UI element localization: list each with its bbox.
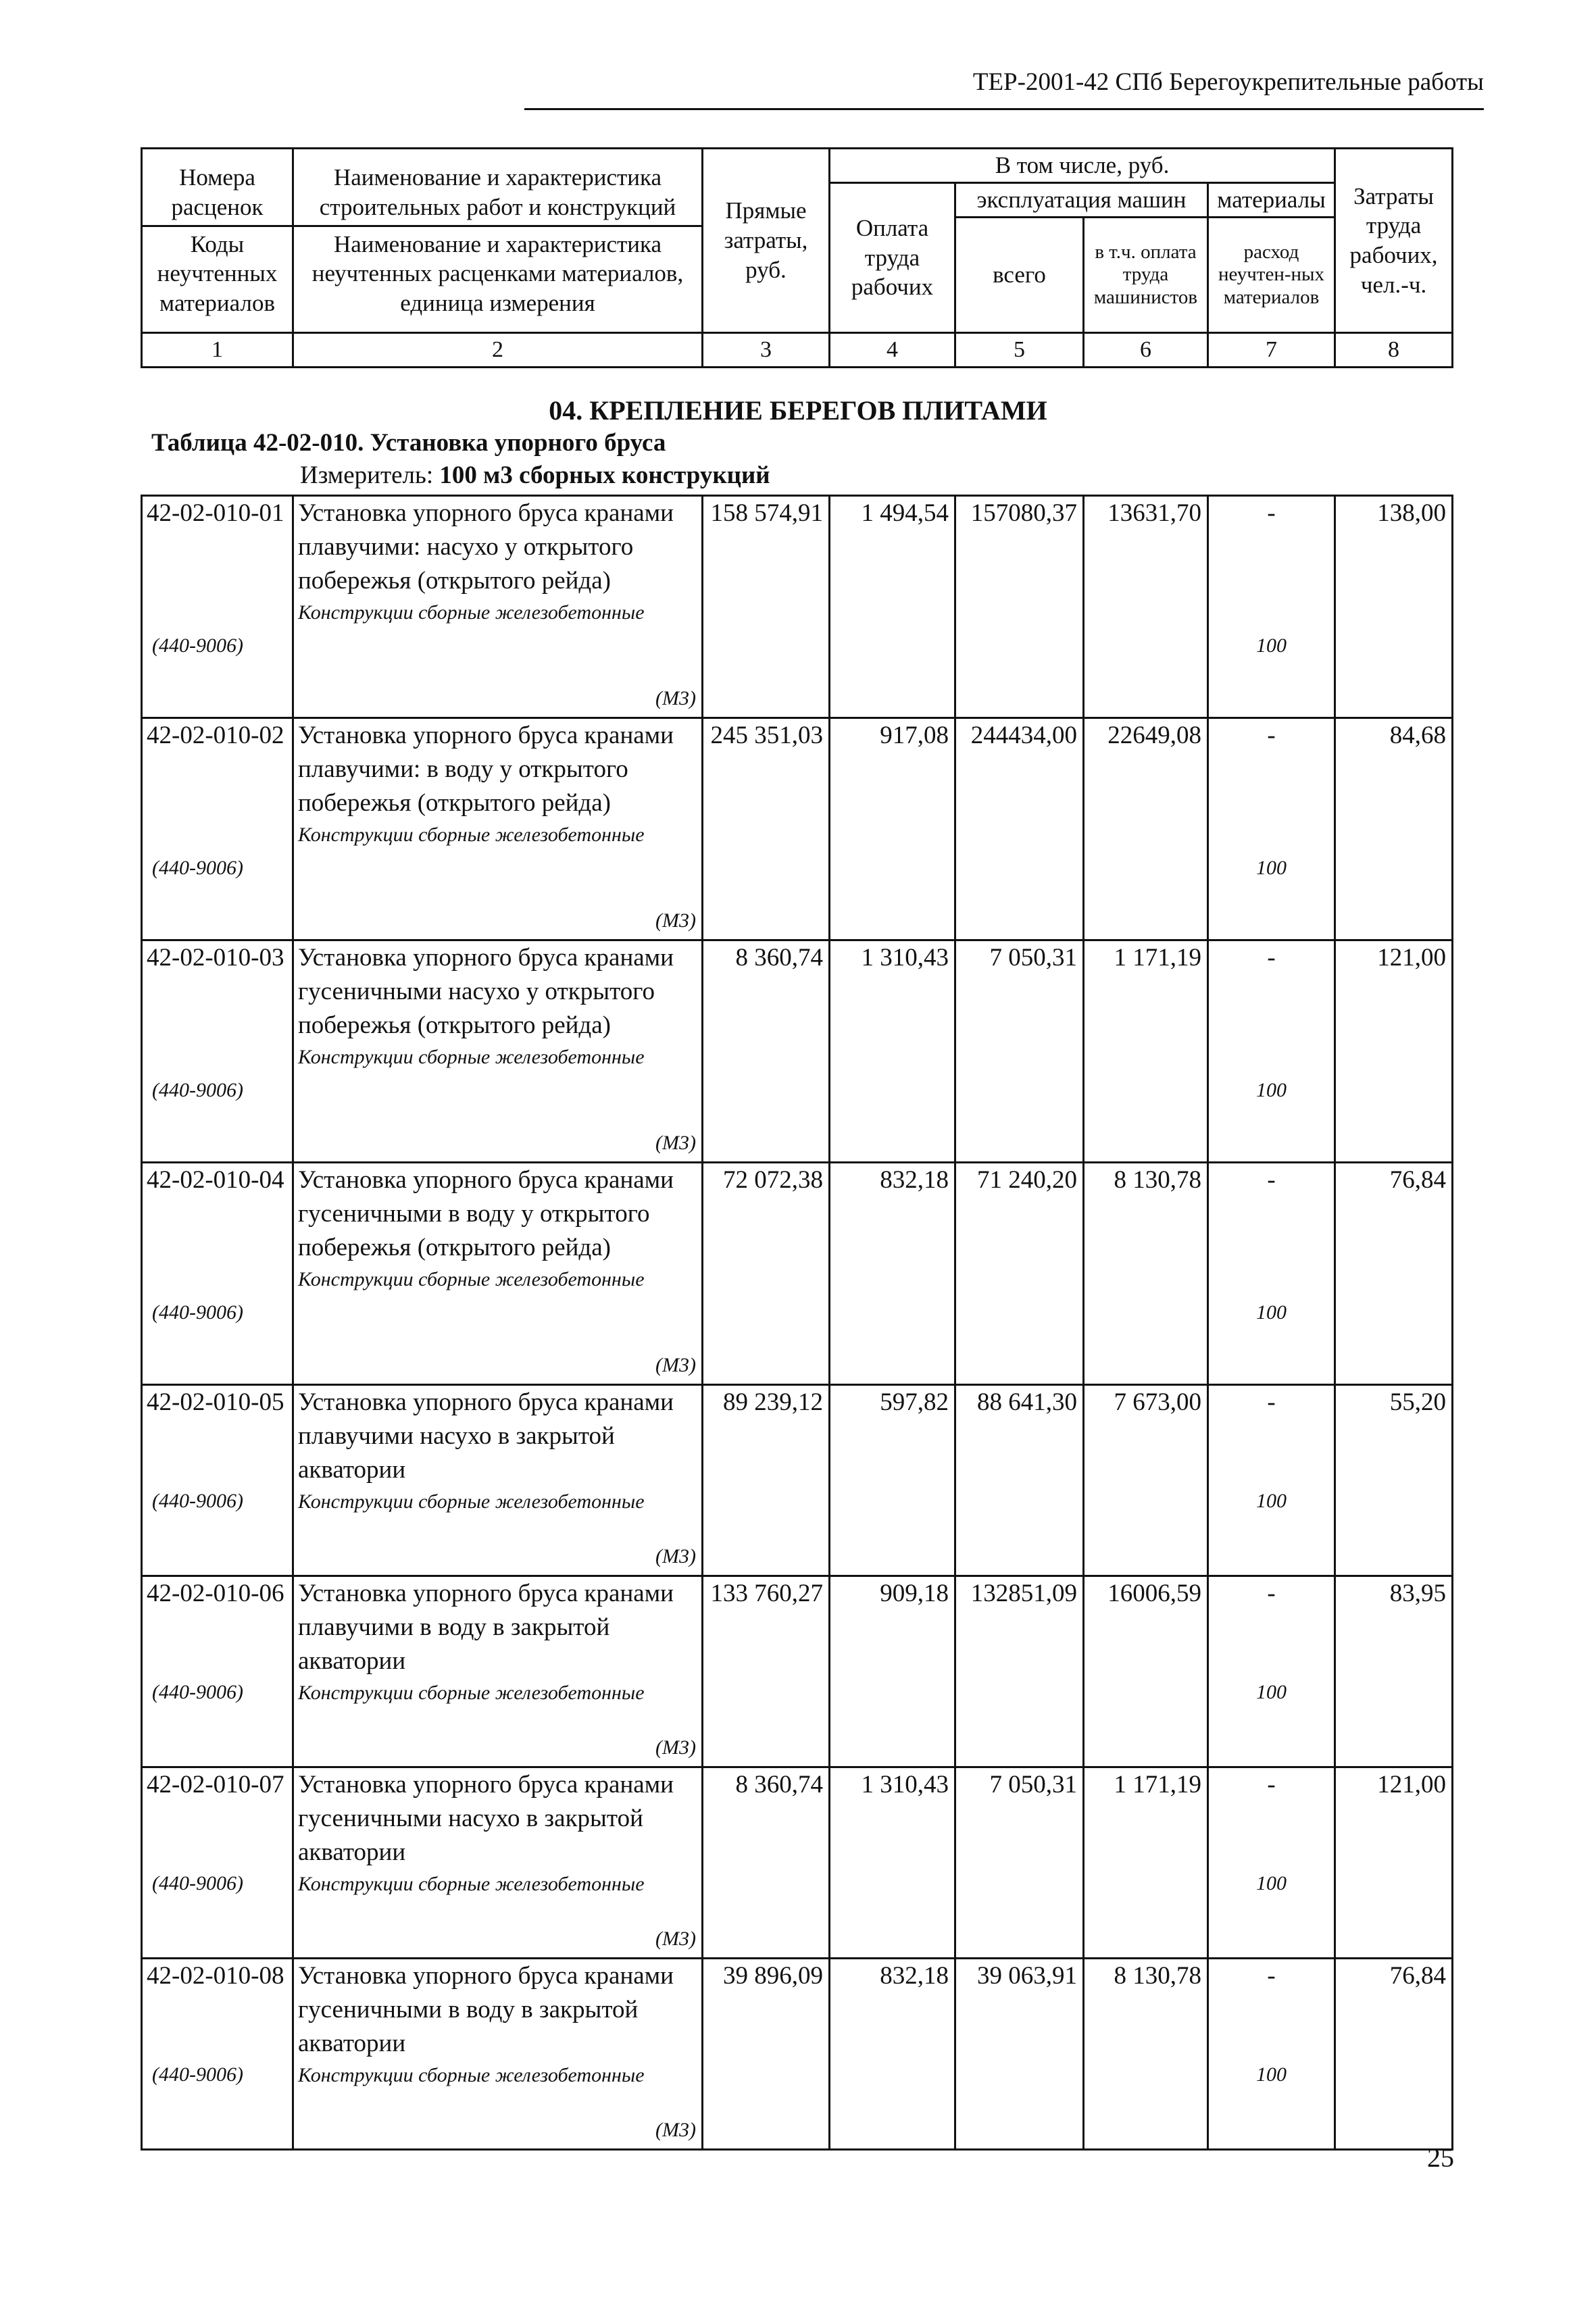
col-number-7: 7	[1208, 333, 1335, 368]
table-row	[142, 1576, 1453, 1767]
materials-value: -	[1267, 1166, 1276, 1194]
material-quantity: 100	[1256, 1490, 1287, 1512]
material-unit: (М3)	[655, 1354, 696, 1376]
direct-costs: 89 239,12	[703, 1385, 830, 1576]
material-unit: (М3)	[655, 2119, 696, 2141]
machines-total: 244434,00	[955, 718, 1084, 940]
col-header-machinist-pay: в т.ч. оплата труда машинистов	[1084, 218, 1208, 333]
machinist-pay: 1 171,19	[1084, 940, 1208, 1163]
col-header-direct-costs: Прямые затраты, руб.	[703, 149, 830, 333]
table-row	[142, 1767, 1453, 1959]
direct-costs: 245 351,03	[703, 718, 830, 940]
rate-code-cell	[142, 1385, 293, 1576]
materials-cell	[1208, 496, 1335, 718]
machinist-pay: 16006,59	[1084, 1576, 1208, 1767]
labor-hours: 83,95	[1335, 1576, 1453, 1767]
labor-pay: 1 310,43	[830, 1767, 955, 1959]
material-name: Конструкции сборные железобетонные	[298, 601, 645, 624]
labor-hours: 76,84	[1335, 1163, 1453, 1385]
rate-code: 42-02-010-03	[147, 944, 284, 972]
material-quantity: 100	[1256, 1301, 1287, 1324]
rates-table	[141, 495, 1453, 2150]
materials-cell	[1208, 940, 1335, 1163]
labor-hours: 84,68	[1335, 718, 1453, 940]
col-number-6: 6	[1084, 333, 1208, 368]
material-quantity: 100	[1256, 1681, 1287, 1703]
materials-value: -	[1267, 1580, 1276, 1607]
col-number-4: 4	[830, 333, 955, 368]
material-name: Конструкции сборные железобетонные	[298, 2064, 645, 2086]
rate-code-cell	[142, 1767, 293, 1959]
labor-pay: 917,08	[830, 718, 955, 940]
material-code: (440-9006)	[152, 1681, 243, 1703]
material-unit: (М3)	[655, 1928, 696, 1950]
rate-code-cell	[142, 496, 293, 718]
material-unit: (М3)	[655, 909, 696, 932]
material-code: (440-9006)	[152, 1872, 243, 1894]
materials-value: -	[1267, 944, 1276, 972]
direct-costs: 133 760,27	[703, 1576, 830, 1767]
direct-costs: 8 360,74	[703, 1767, 830, 1959]
machines-total: 132851,09	[955, 1576, 1084, 1767]
col-header-names-bottom: Наименование и характеристика неучтенных расценками материалов, единица измерения	[311, 230, 684, 317]
materials-cell	[1208, 1959, 1335, 2150]
rate-description-cell	[293, 1385, 703, 1576]
labor-hours: 121,00	[1335, 1767, 1453, 1959]
material-code: (440-9006)	[152, 2063, 243, 2086]
rate-code-cell	[142, 940, 293, 1163]
meter-value: 100 м3 сборных конструкций	[439, 461, 770, 489]
rate-description-cell	[293, 1576, 703, 1767]
labor-pay: 832,18	[830, 1163, 955, 1385]
material-name: Конструкции сборные железобетонные	[298, 1268, 645, 1290]
direct-costs: 72 072,38	[703, 1163, 830, 1385]
materials-cell	[1208, 1385, 1335, 1576]
rate-description: Установка упорного бруса кранами гусеничными насухо в закрытой акватории	[298, 1771, 674, 1866]
table-row	[142, 1163, 1453, 1385]
header-rule	[524, 108, 1484, 110]
machines-total: 71 240,20	[955, 1163, 1084, 1385]
machines-total: 157080,37	[955, 496, 1084, 718]
materials-value: -	[1267, 499, 1276, 527]
table-row	[142, 496, 1453, 718]
machinist-pay: 22649,08	[1084, 718, 1208, 940]
materials-value: -	[1267, 1388, 1276, 1416]
rate-description: Установка упорного бруса кранами гусеничными в воду у открытого побережья (открытого рейда)	[298, 1166, 674, 1261]
col-header-names	[293, 149, 703, 333]
labor-pay: 1 494,54	[830, 496, 955, 718]
material-unit: (М3)	[655, 687, 696, 709]
labor-pay: 597,82	[830, 1385, 955, 1576]
col-header-codes-top: Номера расценок	[143, 160, 292, 227]
table-row	[142, 940, 1453, 1163]
rate-code: 42-02-010-01	[147, 499, 284, 527]
col-number-3: 3	[703, 333, 830, 368]
rate-description: Установка упорного бруса кранами плавучими в воду в закрытой акватории	[298, 1580, 674, 1675]
material-quantity: 100	[1256, 1079, 1287, 1101]
rate-code-cell	[142, 1576, 293, 1767]
col-header-unaccounted-materials: расход неучтен-ных материалов	[1208, 218, 1335, 333]
col-header-machines-total: всего	[955, 218, 1084, 333]
labor-pay: 909,18	[830, 1576, 955, 1767]
direct-costs: 8 360,74	[703, 940, 830, 1163]
page-number: 25	[1427, 2142, 1454, 2173]
labor-pay: 832,18	[830, 1959, 955, 2150]
machines-total: 88 641,30	[955, 1385, 1084, 1576]
col-number-8: 8	[1335, 333, 1453, 368]
machines-total: 7 050,31	[955, 940, 1084, 1163]
col-number-1: 1	[142, 333, 293, 368]
materials-value: -	[1267, 1771, 1276, 1799]
rate-description: Установка упорного бруса кранами плавучими насухо в закрытой акватории	[298, 1388, 674, 1484]
col-header-machines: эксплуатация машин	[955, 183, 1208, 218]
material-unit: (М3)	[655, 1545, 696, 1567]
materials-value: -	[1267, 1962, 1276, 1990]
material-quantity: 100	[1256, 634, 1287, 657]
material-name: Конструкции сборные железобетонные	[298, 1490, 645, 1513]
rate-description-cell	[293, 496, 703, 718]
machinist-pay: 8 130,78	[1084, 1959, 1208, 2150]
col-header-labor-hours: Затраты труда рабочих, чел.-ч.	[1335, 149, 1453, 333]
rate-description-cell	[293, 1163, 703, 1385]
material-quantity: 100	[1256, 1872, 1287, 1894]
col-header-codes-bottom: Коды неучтенных материалов	[157, 230, 278, 317]
material-name: Конструкции сборные железобетонные	[298, 824, 645, 846]
rate-description: Установка упорного бруса кранами плавучими: насухо у открытого побережья (открытого рейда)	[298, 499, 674, 595]
rate-description-cell	[293, 718, 703, 940]
rate-code-cell	[142, 718, 293, 940]
rate-code: 42-02-010-07	[147, 1771, 284, 1799]
material-code: (440-9006)	[152, 634, 243, 657]
material-quantity: 100	[1256, 857, 1287, 879]
table-row	[142, 1959, 1453, 2150]
material-name: Конструкции сборные железобетонные	[298, 1873, 645, 1895]
col-number-2: 2	[293, 333, 703, 368]
machines-total: 39 063,91	[955, 1959, 1084, 2150]
material-name: Конструкции сборные железобетонные	[298, 1046, 645, 1068]
rate-description: Установка упорного бруса кранами плавучими: в воду у открытого побережья (открытого рейда)	[298, 722, 674, 817]
machinist-pay: 8 130,78	[1084, 1163, 1208, 1385]
material-code: (440-9006)	[152, 1301, 243, 1324]
material-quantity: 100	[1256, 2063, 1287, 2086]
materials-value: -	[1267, 722, 1276, 749]
machinist-pay: 7 673,00	[1084, 1385, 1208, 1576]
machines-total: 7 050,31	[955, 1767, 1084, 1959]
materials-cell	[1208, 718, 1335, 940]
table-row	[142, 1385, 1453, 1576]
machinist-pay: 13631,70	[1084, 496, 1208, 718]
material-unit: (М3)	[655, 1736, 696, 1759]
labor-hours: 138,00	[1335, 496, 1453, 718]
rate-description: Установка упорного бруса кранами гусеничными насухо у открытого побережья (открытого рейда)	[298, 944, 674, 1039]
document-header-title: ТЕР-2001-42 СПб Берегоукрепительные работы	[972, 68, 1484, 96]
rate-code-cell	[142, 1959, 293, 2150]
material-code: (440-9006)	[152, 1490, 243, 1512]
direct-costs: 158 574,91	[703, 496, 830, 718]
col-header-names-top: Наименование и характеристика строительных работ и конструкций	[294, 160, 701, 227]
material-code: (440-9006)	[152, 857, 243, 879]
materials-cell	[1208, 1163, 1335, 1385]
rate-code-cell	[142, 1163, 293, 1385]
rate-code: 42-02-010-02	[147, 722, 284, 749]
rate-description-cell	[293, 940, 703, 1163]
materials-cell	[1208, 1767, 1335, 1959]
col-number-5: 5	[955, 333, 1084, 368]
table-row	[142, 718, 1453, 940]
col-header-group: В том числе, руб.	[830, 149, 1335, 183]
labor-hours: 55,20	[1335, 1385, 1453, 1576]
col-header-materials: материалы	[1208, 183, 1335, 218]
rate-code: 42-02-010-04	[147, 1166, 284, 1194]
col-header-codes	[142, 149, 293, 333]
materials-cell	[1208, 1576, 1335, 1767]
meter-label: Измеритель:	[300, 461, 434, 489]
labor-pay: 1 310,43	[830, 940, 955, 1163]
machinist-pay: 1 171,19	[1084, 1767, 1208, 1959]
meter-line	[300, 461, 770, 490]
labor-hours: 76,84	[1335, 1959, 1453, 2150]
material-name: Конструкции сборные железобетонные	[298, 1682, 645, 1704]
labor-hours: 121,00	[1335, 940, 1453, 1163]
material-code: (440-9006)	[152, 1079, 243, 1101]
direct-costs: 39 896,09	[703, 1959, 830, 2150]
table-title: Таблица 42-02-010. Установка упорного бруса	[151, 429, 666, 457]
rate-description-cell	[293, 1767, 703, 1959]
rate-description-cell	[293, 1959, 703, 2150]
rate-description: Установка упорного бруса кранами гусеничными в воду в закрытой акватории	[298, 1962, 674, 2057]
rate-code: 42-02-010-08	[147, 1962, 284, 1990]
col-header-labor-pay: Оплата труда рабочих	[830, 183, 955, 333]
rate-code: 42-02-010-06	[147, 1580, 284, 1607]
material-unit: (М3)	[655, 1132, 696, 1154]
section-title: 04. КРЕПЛЕНИЕ БЕРЕГОВ ПЛИТАМИ	[549, 395, 1047, 426]
column-header-table	[141, 147, 1453, 368]
rate-code: 42-02-010-05	[147, 1388, 284, 1416]
